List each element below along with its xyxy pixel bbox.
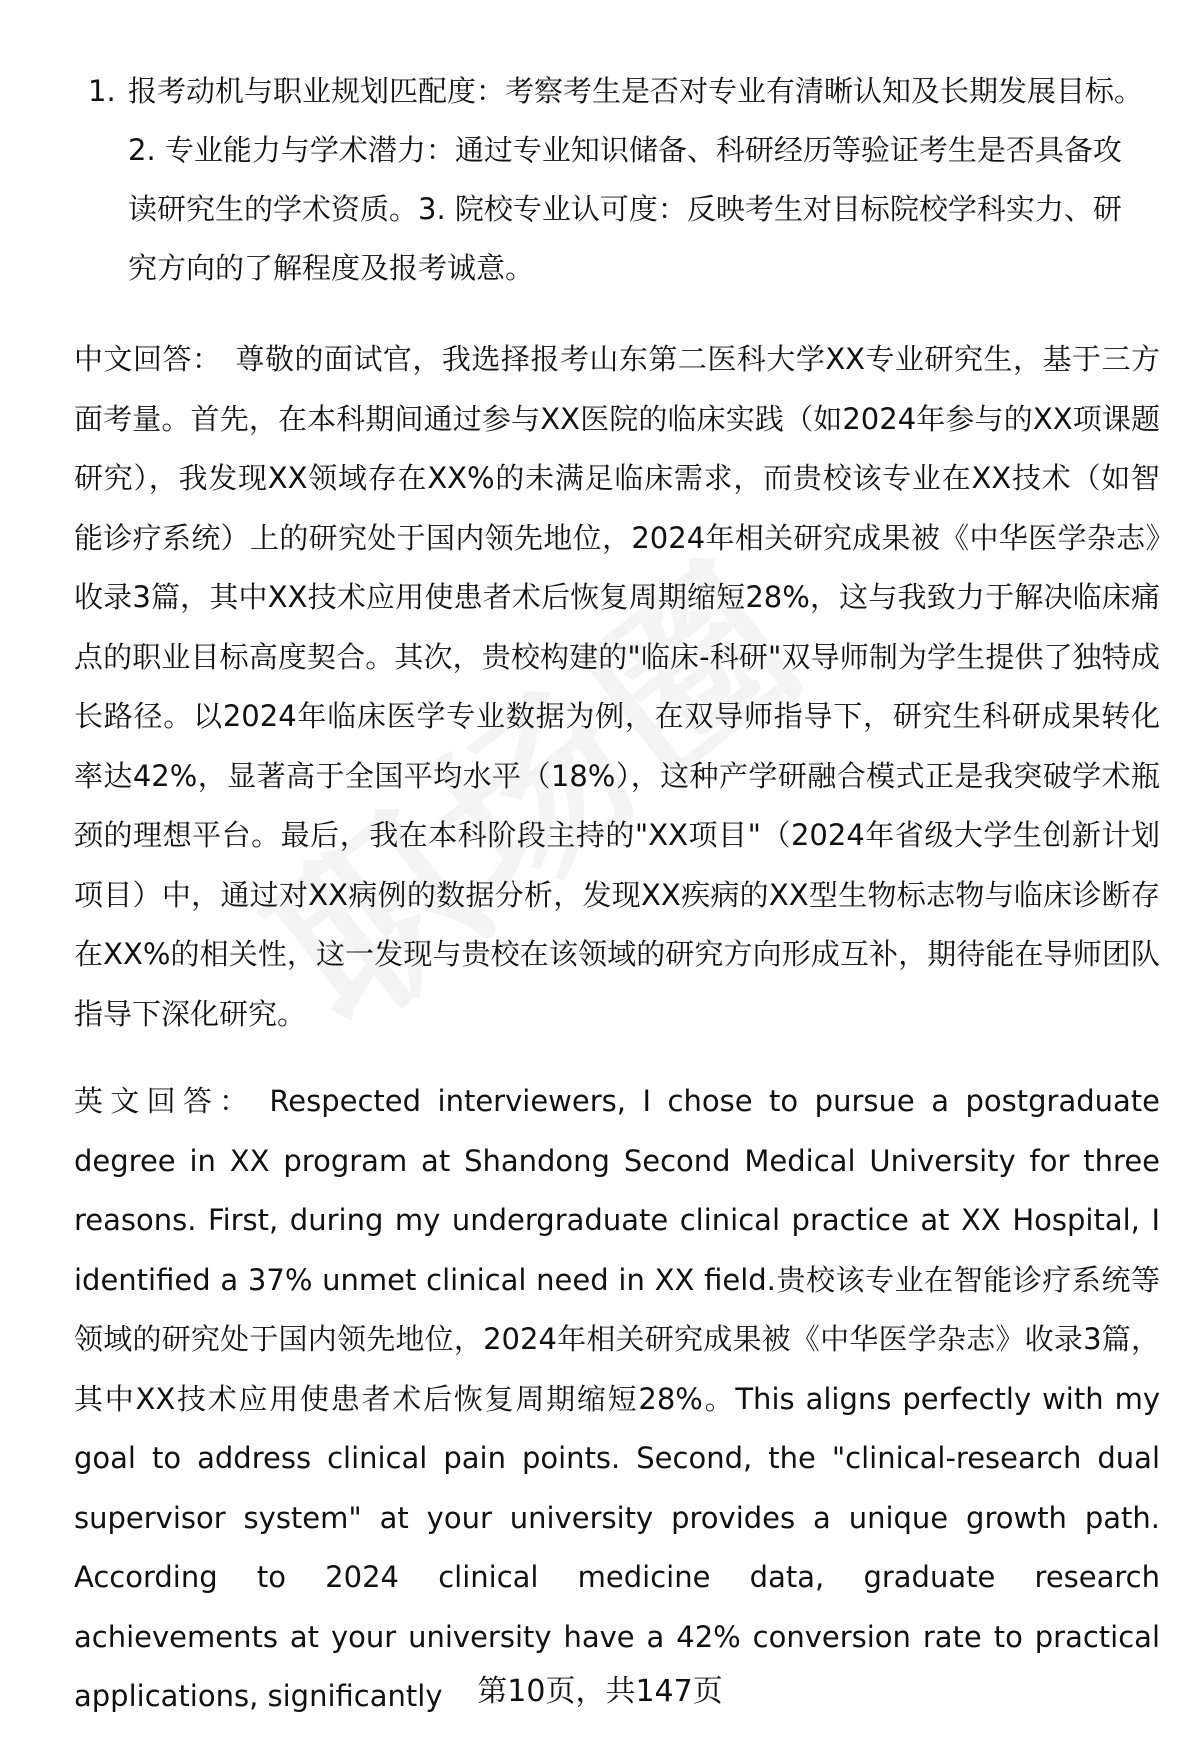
page-indicator: 第10页，共147页 [477,1674,723,1709]
english-answer-label: 英文回答： [74,1084,256,1118]
list-number: 1. [88,74,116,108]
chinese-answer-paragraph [74,330,1160,1044]
chinese-answer-label: 中文回答： [74,342,222,376]
english-answer-text: Respected interviewers, I chose to pursue a postgraduate degree in XX program at Shandong Second Medical University for three reasons. First, during my undergraduate clinical practice at XX Hospital, I identified a 37% unmet clinical need in XX field.贵校该专业在智能诊疗系统等领域的研究处于国内领先地位，2024年相关研究成果被《中华医学杂志》收录3篇，其中XX技术应用使患者术后恢复周期缩短28%。This aligns perfectly with my goal to address clinical pain points. Second, the "clinical-research dual supervisor system" at your university provides a unique growth path. According to 2024 clinical medicine data, graduate research achievements at your university have a 42% conversion rate to practical applications, significantly [74,1084,1160,1713]
chinese-answer-text: 尊敬的面试官，我选择报考山东第二医科大学XX专业研究生，基于三方面考量。首先，在本科期间通过参与XX医院的临床实践（如2024年参与的XX项课题研究），我发现XX领域存在XX%的未满足临床需求，而贵校该专业在XX技术（如智能诊疗系统）上的研究处于国内领先地位，2024年相关研究成果被《中华医学杂志》收录3篇，其中XX技术应用使患者术后恢复周期缩短28%，这与我致力于解决临床痛点的职业目标高度契合。其次，贵校构建的"临床-科研"双导师制为学生提供了独特成长路径。以2024年临床医学专业数据为例，在双导师指导下，研究生科研成果转化率达42%，显著高于全国平均水平（18%），这种产学研融合模式正是我突破学术瓶颈的理想平台。最后，我在本科阶段主持的"XX项目"（2024年省级大学生创新计划项目）中，通过对XX病例的数据分析，发现XX疾病的XX型生物标志物与临床诊断存在XX%的相关性，这一发现与贵校在该领域的研究方向形成互补，期待能在导师团队指导下深化研究。 [74,342,1160,1031]
criteria-list-item [88,62,1148,298]
page-footer [0,1672,1200,1712]
english-answer-paragraph [74,1072,1160,1727]
criteria-text: 报考动机与职业规划匹配度：考察考生是否对专业有清晰认知及长期发展目标。2. 专业能力与学术潜力：通过专业知识储备、科研经历等验证考生是否具备攻读研究生的学术资质。3. 院校专业认可度：反映考生对目标院校学科实力、研究方向的了解程度及报考诚意。 [128,74,1144,285]
